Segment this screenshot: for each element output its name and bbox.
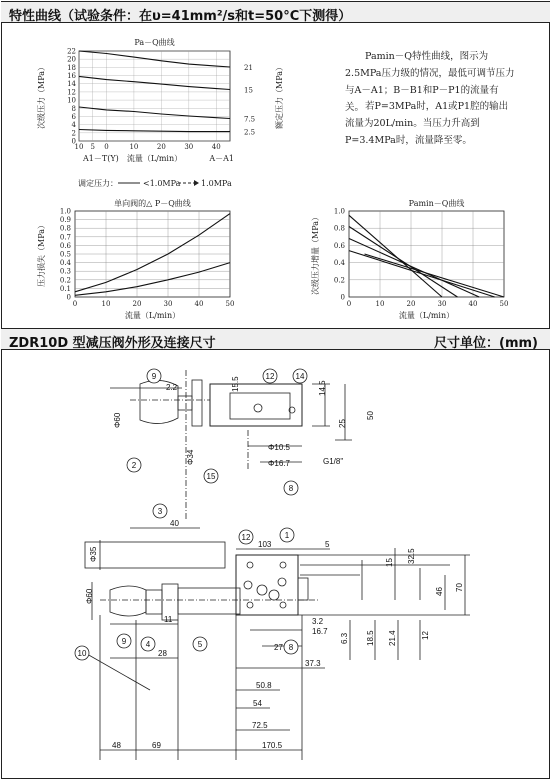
right-tick-label: 21 (244, 63, 253, 72)
port-b (278, 578, 286, 586)
y-tick-label: 0 (66, 293, 71, 302)
dim-label: 27 (274, 643, 283, 652)
x-tick-label: 0 (72, 300, 78, 308)
y-tick-label: 6 (71, 112, 76, 121)
valve-face-top (230, 393, 290, 419)
knob-neck-side (146, 590, 162, 614)
dim-label: 28 (158, 649, 167, 658)
series-line-2.5 (79, 130, 230, 132)
dim-label: 6.3 (340, 632, 349, 644)
legend-dashed-label: 1.0MPa (201, 179, 232, 188)
dim-label: 18.5 (366, 630, 375, 646)
y-tick-label: 0.8 (333, 224, 345, 233)
dim-label: 37.3 (305, 659, 321, 668)
dim-label: 21.4 (388, 630, 397, 646)
chart-title: Pa－Q曲线 (134, 38, 175, 47)
series-line-7.5 (79, 107, 230, 119)
series-line (75, 214, 230, 292)
series-line-21 (79, 51, 230, 67)
section-title: ZDR10D 型减压阀外形及连接尺寸 (9, 336, 216, 351)
y-tick-label: 12 (67, 88, 76, 97)
x-tick-label: 10 (74, 143, 84, 151)
dim-label: 48 (112, 741, 121, 750)
callout-label: 15 (206, 472, 216, 481)
chart-frame (79, 51, 230, 141)
stem-side (178, 588, 240, 614)
dimension-labels (85, 376, 464, 750)
knob-neck-top (178, 396, 192, 410)
y-tick-label: 18 (67, 63, 76, 72)
x-tick-label: 10 (375, 300, 385, 308)
description-paragraph: Pamin－Q特性曲线，图示为2.5MPa压力级的情况，最低可调节压力与A－A1；B－B1和P－P1的流量有关。 (345, 51, 515, 113)
dim-label: 3.2 (312, 617, 324, 626)
x-tick-label: 20 (406, 300, 416, 308)
port-hole (280, 602, 286, 608)
x-tick-label: 10 (129, 143, 139, 151)
dim-label: 50.8 (256, 681, 272, 690)
port-hole (247, 602, 253, 608)
flange-top (192, 380, 202, 426)
y-tick-label: 0 (340, 293, 345, 302)
x-tick-label: 40 (211, 143, 221, 151)
unit-label: 尺寸单位：(mm) (434, 336, 538, 351)
dim-label: 54 (253, 699, 262, 708)
y-tick-label: 16 (67, 72, 76, 81)
dim-label: 46 (435, 587, 444, 596)
x-tick-label: 0 (346, 300, 352, 308)
series-line (349, 227, 458, 298)
legend-solid-label: <1.0MPa (143, 179, 181, 188)
y-tick-label: 0.4 (333, 259, 345, 268)
callout-label: 9 (121, 637, 127, 646)
knob-outline-side (110, 586, 146, 616)
x-axis-label: 流量（L/min） (126, 154, 183, 163)
dim-label: 15 (385, 558, 394, 567)
callout-label: 3 (157, 507, 163, 516)
dim-label: Φ16.7 (268, 459, 290, 468)
x-tick-label: 10 (101, 300, 111, 308)
callout-label: 5 (197, 640, 203, 649)
section-title: 特性曲线（试验条件：在υ=41mm²/s和t=50°C下测得） (9, 9, 352, 24)
y-tick-label: 20 (67, 55, 76, 64)
x-tick-label: 5 (90, 143, 95, 151)
x-axis-label: 流量（L/min） (398, 311, 455, 320)
dim-label: 11 (164, 615, 173, 624)
x-tick-label: 40 (194, 300, 204, 308)
y-tick-label: 0.1 (59, 284, 71, 293)
x-tick-label: 50 (499, 300, 509, 308)
chart-title: Pamin－Q曲线 (408, 199, 465, 208)
y-tick-label: 8 (71, 104, 76, 113)
x-right-label: A－A1 (209, 154, 234, 163)
y-right-axis-label: 额定压力（MPa） (275, 63, 284, 129)
chart-title: 单向阀的△ P－Q曲线 (114, 199, 191, 208)
y-axis-label: 次级压力（MPa） (37, 63, 46, 129)
dim-label: 40 (170, 519, 179, 528)
right-tick-label: 7.5 (244, 115, 256, 124)
callout-label: 4 (145, 640, 151, 649)
y-tick-label: 0.3 (59, 267, 71, 276)
y-tick-label: 4 (71, 121, 76, 130)
y-tick-label: 0.6 (333, 241, 345, 250)
callout-label: 10 (77, 649, 87, 658)
legend (78, 178, 232, 188)
y-tick-label: 1.0 (333, 207, 345, 216)
callout-label: 14 (295, 372, 305, 381)
valve-body-side (236, 555, 298, 615)
dim-label: G1/8" (323, 457, 344, 466)
port-hole (247, 562, 253, 568)
y-tick-label: 22 (67, 47, 76, 56)
y-tick-label: 14 (67, 80, 76, 89)
callout-label: 8 (288, 484, 294, 493)
y-tick-label: 0.5 (59, 250, 71, 259)
x-left-label: A1－T(Y) (83, 154, 119, 163)
x-tick-label: 30 (184, 143, 194, 151)
dim-label: 16.7 (312, 627, 328, 636)
knob-shaft-side (85, 542, 225, 568)
series-line (349, 239, 479, 298)
callout-label: 12 (265, 372, 275, 381)
right-tick-label: 2.5 (244, 128, 256, 137)
right-tick-label: 15 (244, 86, 253, 95)
dim-label: 32.5 (407, 548, 416, 564)
y-tick-label: 0.6 (59, 241, 71, 250)
dim-label: 14.5 (318, 380, 327, 396)
port-a (269, 590, 279, 600)
dim-label: 70 (455, 583, 464, 592)
hole-12-top (254, 404, 262, 412)
technical-drawing (77, 370, 470, 760)
dim-label: 12 (421, 631, 430, 640)
x-tick-label: 30 (437, 300, 447, 308)
series-line (75, 263, 230, 296)
callout-label: 2 (131, 461, 137, 470)
callouts (75, 369, 307, 660)
dim-label: 69 (152, 741, 161, 750)
y-tick-label: 0.7 (59, 233, 71, 242)
x-tick-label: 50 (225, 300, 235, 308)
dim-label: Φ35 (89, 546, 98, 562)
dim-label: 25 (338, 419, 347, 428)
side-plug (298, 578, 308, 600)
y-tick-label: 1.0 (59, 207, 71, 216)
callout-label: 8 (288, 643, 294, 652)
leader-10 (77, 649, 150, 690)
legend-prefix: 调定压力： (78, 179, 118, 188)
y-tick-label: 0.9 (59, 216, 71, 225)
dim-label: 2.2 (166, 383, 178, 392)
dim-label: 50 (366, 411, 375, 420)
callout-label: 12 (241, 533, 251, 542)
y-tick-label: 0.4 (59, 259, 71, 268)
legend-arrow (194, 180, 199, 186)
dim-label: 103 (258, 540, 272, 549)
dim-label: 170.5 (262, 741, 283, 750)
y-tick-label: 0.2 (59, 276, 71, 285)
callout-label: 9 (151, 372, 157, 381)
x-tick-label: 0 (104, 143, 109, 151)
port-t (244, 581, 252, 589)
dim-label: Φ60 (85, 588, 94, 604)
callout-label: 1 (284, 531, 290, 540)
y-tick-label: 0 (71, 137, 76, 146)
x-tick-label: 20 (132, 300, 142, 308)
x-axis-label: 流量（L/min） (124, 311, 181, 320)
x-tick-label: 30 (163, 300, 173, 308)
dim-label: Φ34 (186, 449, 195, 465)
y-axis-label: 压力损失（MPa） (37, 221, 46, 287)
x-tick-label: 20 (156, 143, 166, 151)
description-paragraph: 若P=3MPa时，A1或P1腔的输出流量为20L/min。当压力升高到P=3.4MPa时，流量降至零。 (345, 101, 509, 146)
y-axis-label: 次级压力增量（MPa） (311, 213, 320, 295)
series-line-15 (79, 76, 230, 89)
dim-label: 15.5 (231, 376, 240, 392)
y-tick-label: 10 (67, 96, 76, 105)
port-hole (280, 562, 286, 568)
port-p (257, 585, 267, 595)
y-tick-label: 2 (71, 129, 76, 138)
x-tick-label: 40 (468, 300, 478, 308)
dim-label: 72.5 (252, 721, 268, 730)
dim-label: Φ10.5 (268, 443, 290, 452)
y-tick-label: 0.8 (59, 224, 71, 233)
dim-label: Φ60 (113, 412, 122, 428)
y-tick-label: 0.2 (333, 276, 345, 285)
dim-label: 5 (325, 540, 330, 549)
